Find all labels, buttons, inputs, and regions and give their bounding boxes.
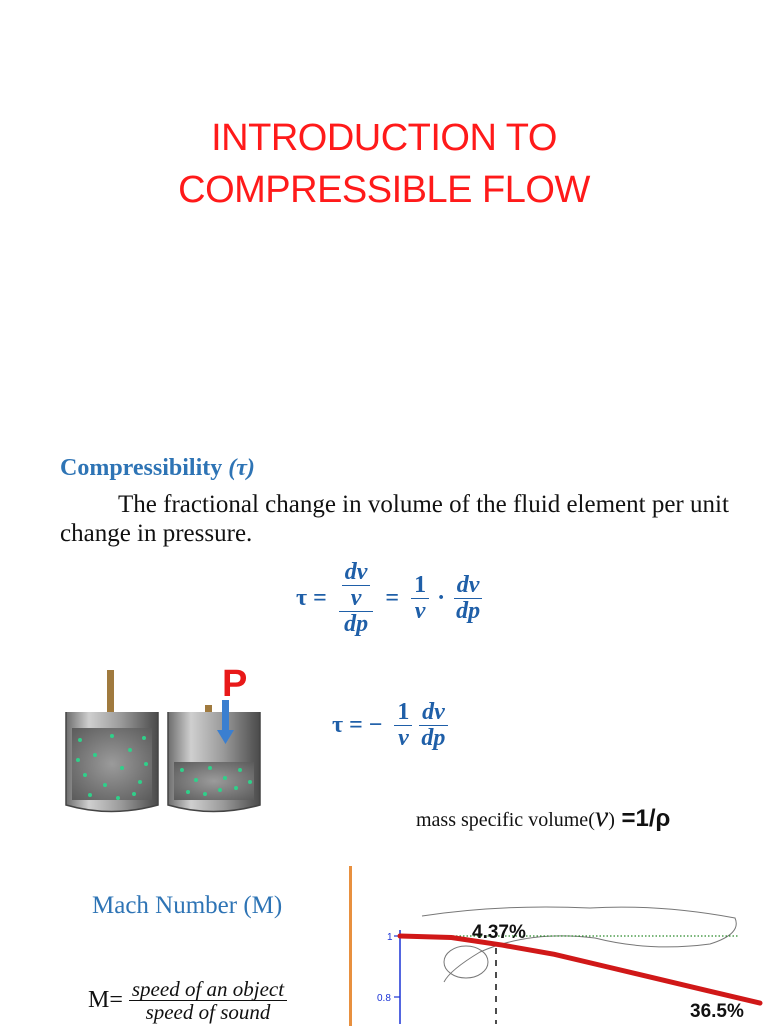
formula1-frac3 bbox=[453, 573, 483, 624]
sketch-circle bbox=[444, 946, 488, 978]
piston-diagram bbox=[60, 660, 270, 820]
mach-number-heading: Mach Number (M) bbox=[92, 892, 283, 919]
formula1-frac2-den: v bbox=[414, 598, 426, 625]
specific-volume-open: ( bbox=[588, 809, 595, 831]
formula1-frac3-num: dv bbox=[454, 573, 483, 599]
formula1-frac2-num: 1 bbox=[411, 573, 429, 599]
y-tick-label-1: 1 bbox=[387, 932, 393, 943]
compressibility-heading bbox=[60, 455, 255, 482]
annotation-low: 4.37% bbox=[472, 922, 526, 943]
left-piston-rod bbox=[107, 670, 114, 718]
formula1-lhs: τ = bbox=[296, 585, 327, 612]
formula2-frac2 bbox=[418, 700, 448, 751]
compressibility-symbol: (τ) bbox=[228, 455, 255, 481]
formula2-frac1 bbox=[394, 700, 412, 751]
mach-lhs: M= bbox=[88, 987, 123, 1014]
formula2-frac2-num: dv bbox=[419, 700, 448, 726]
right-cylinder bbox=[168, 705, 260, 812]
formula1-outer-den: dp bbox=[344, 611, 369, 638]
formula1-dot: · bbox=[437, 585, 446, 612]
series-curve bbox=[400, 936, 760, 1003]
mach-numerator: speed of an object bbox=[129, 978, 287, 1001]
mach-fraction bbox=[129, 978, 287, 1023]
compressibility-formula-2 bbox=[326, 700, 448, 751]
formula1-frac3-den: dp bbox=[456, 598, 481, 625]
formula1-equals: = bbox=[385, 585, 400, 612]
specific-volume-label: mass specific volume bbox=[416, 809, 589, 831]
page-title bbox=[0, 112, 768, 216]
left-cylinder bbox=[66, 670, 158, 812]
y-tick-label-0-8: 0.8 bbox=[377, 993, 391, 1004]
annotation-high: 36.5% bbox=[690, 1001, 744, 1022]
compressibility-heading-text: Compressibility bbox=[60, 455, 223, 481]
mach-denominator: speed of sound bbox=[145, 1000, 271, 1025]
formula2-frac1-num: 1 bbox=[394, 700, 412, 726]
pressure-label: P bbox=[222, 663, 248, 705]
mach-number-formula bbox=[88, 978, 287, 1023]
specific-volume-line bbox=[416, 800, 670, 834]
specific-volume-symbol: v bbox=[594, 800, 609, 833]
formula1-main-fraction bbox=[339, 560, 374, 638]
title-line-1: INTRODUCTION TO bbox=[211, 117, 557, 159]
formula2-frac1-den: v bbox=[398, 725, 409, 752]
sketch-outline bbox=[422, 907, 736, 982]
formula1-inner-num: dv bbox=[342, 560, 371, 586]
column-divider bbox=[349, 866, 352, 1026]
specific-volume-rhs: =1/ρ bbox=[614, 805, 671, 832]
compressibility-formula bbox=[290, 560, 483, 638]
formula1-inner-den: v bbox=[350, 585, 362, 612]
compressibility-definition: The fractional change in volume of the fluid element per unit change in pressure. bbox=[60, 491, 729, 547]
formula2-lhs: τ = − bbox=[332, 712, 383, 739]
density-chart bbox=[360, 900, 768, 1024]
formula1-inner-fraction bbox=[342, 560, 371, 611]
formula1-frac2 bbox=[411, 573, 429, 624]
formula2-frac2-den: dp bbox=[421, 725, 446, 752]
title-line-2: COMPRESSIBLE FLOW bbox=[178, 169, 590, 211]
specific-volume-close: ) bbox=[608, 809, 615, 831]
